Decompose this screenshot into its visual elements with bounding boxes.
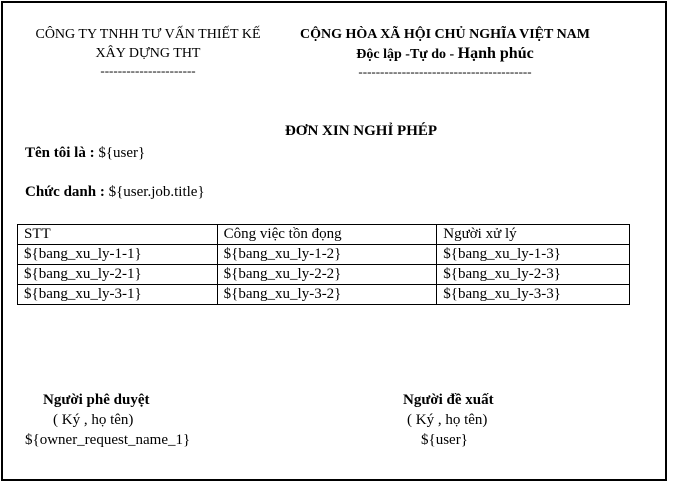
table-row (18, 265, 630, 285)
pending-work-table (17, 224, 630, 305)
header-stt: STT (18, 225, 218, 245)
proposer-name: ${user} (421, 432, 468, 448)
table-cell: ${bang_xu_ly-2-3} (437, 265, 630, 285)
company-header (25, 25, 271, 78)
table-cell: ${bang_xu_ly-1-3} (437, 245, 630, 265)
table-cell: ${bang_xu_ly-2-2} (217, 265, 437, 285)
approver-name: ${owner_request_name_1} (25, 432, 191, 448)
company-name-line2: XÂY DỰNG THT (95, 46, 201, 61)
table-cell: ${bang_xu_ly-1-1} (18, 245, 218, 265)
motto (287, 44, 603, 64)
header-pending-work: Công việc tồn đọng (217, 225, 437, 245)
motto-prefix: Độc lập -Tự do - (356, 47, 458, 62)
nation-name: CỘNG HÒA XÃ HỘI CHỦ NGHĨA VIỆT NAM (299, 27, 590, 42)
table-cell: ${bang_xu_ly-2-1} (18, 265, 218, 285)
nation-rule: ---------------------------------------- (358, 64, 532, 79)
table-row (18, 285, 630, 305)
header-handler: Người xử lý (437, 225, 630, 245)
name-label: Tên tôi là : (25, 145, 99, 161)
table-cell: ${bang_xu_ly-3-2} (217, 285, 437, 305)
table-cell: ${bang_xu_ly-1-2} (217, 245, 437, 265)
table-header-row (18, 225, 630, 245)
motto-suffix: Hạnh phúc (457, 45, 534, 62)
name-field (25, 145, 145, 162)
position-field (25, 184, 205, 201)
table-cell: ${bang_xu_ly-3-3} (437, 285, 630, 305)
company-rule: ---------------------- (100, 63, 196, 78)
position-value: ${user.job.title} (108, 184, 205, 200)
proposer-signature-block (403, 390, 494, 450)
approver-title: Người phê duyệt (43, 392, 150, 408)
position-label: Chức danh : (25, 184, 109, 200)
name-value: ${user} (98, 145, 146, 161)
document-page (1, 1, 667, 481)
proposer-note: ( Ký , họ tên) (407, 412, 488, 428)
table-cell: ${bang_xu_ly-3-1} (18, 285, 218, 305)
approver-signature-block (25, 390, 190, 450)
document-title: ĐƠN XIN NGHỈ PHÉP (284, 123, 438, 139)
approver-note: ( Ký , họ tên) (53, 412, 134, 428)
proposer-title: Người đề xuất (403, 392, 494, 408)
nation-header (287, 25, 603, 79)
company-name-line1: CÔNG TY TNHH TƯ VẤN THIẾT KẾ (35, 27, 261, 42)
table-row (18, 245, 630, 265)
